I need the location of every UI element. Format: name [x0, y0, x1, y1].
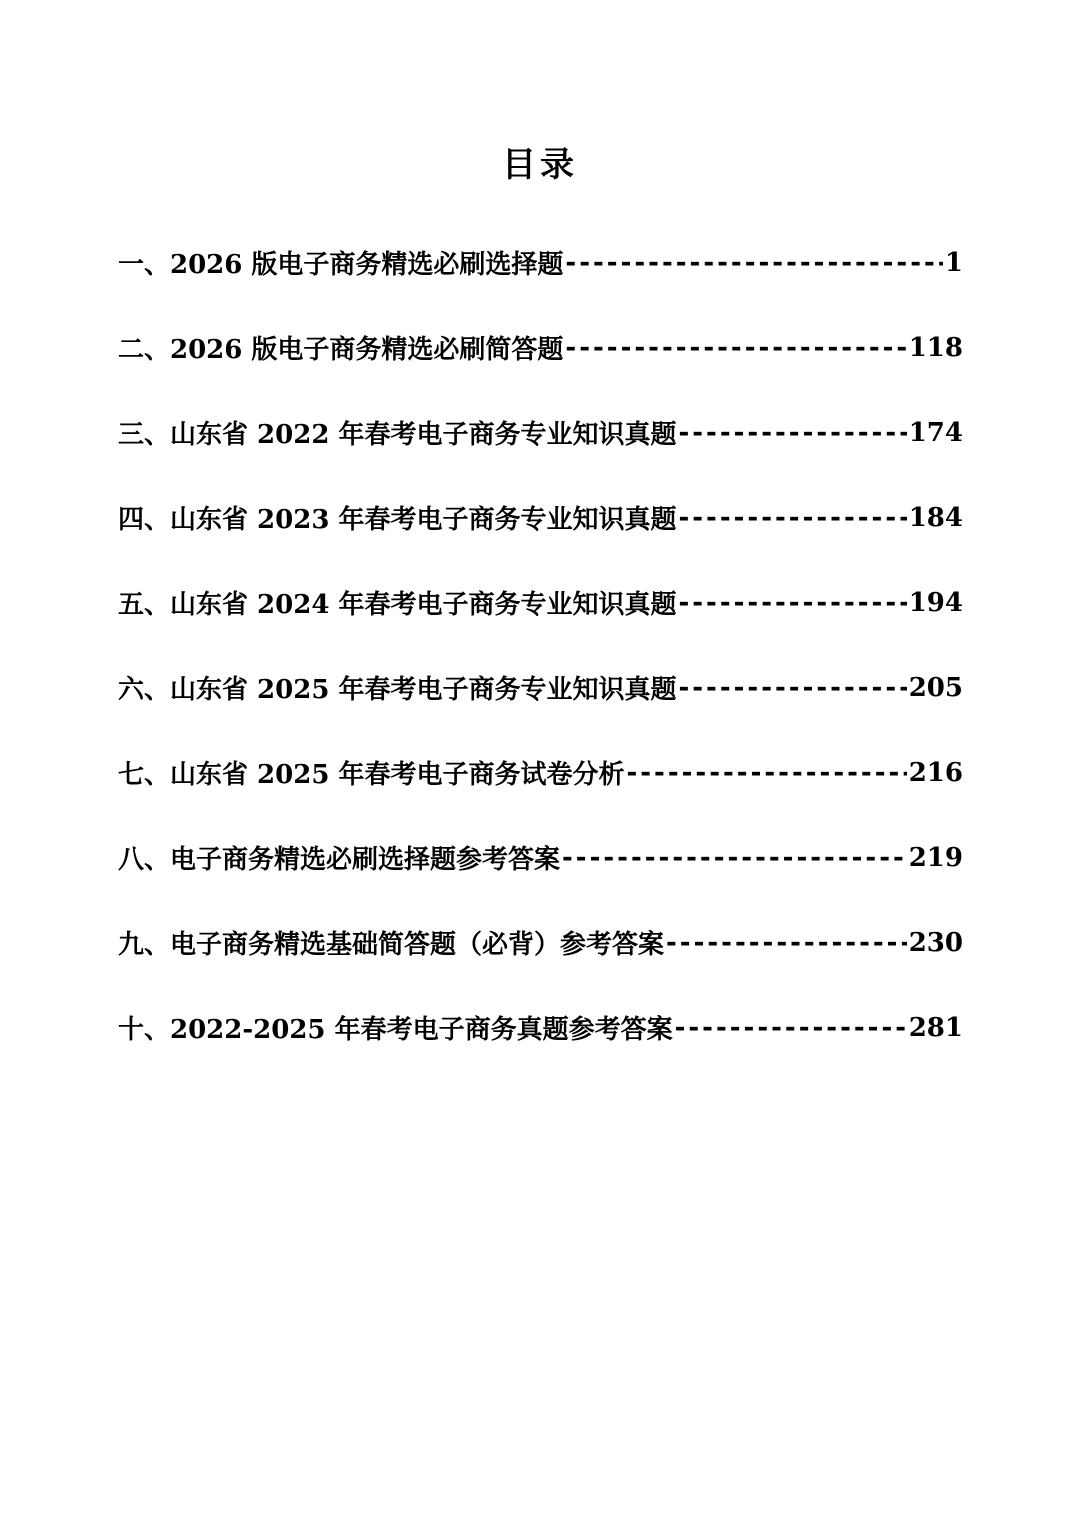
toc-leader [565, 333, 906, 363]
toc-entry-page: 174 [908, 417, 963, 448]
toc-entry-label: 一、2026 版电子商务精选必刷选择题 [118, 250, 564, 280]
toc-entry [118, 900, 963, 985]
toc-entry-label: 六、山东省 2025 年春考电子商务专业知识真题 [118, 675, 677, 705]
toc-entry [118, 475, 963, 560]
toc-leader [678, 418, 906, 448]
toc-leader [565, 248, 942, 278]
toc-entry [118, 560, 963, 645]
toc-entry-page: 194 [908, 587, 963, 618]
toc-leader [678, 673, 906, 703]
toc-entry-page: 230 [908, 927, 963, 958]
toc-entry-page: 1 [944, 247, 963, 278]
toc-entry-page: 205 [908, 672, 963, 703]
toc-entry [118, 815, 963, 900]
toc-leader [675, 1013, 907, 1043]
toc-entry-label: 七、山东省 2025 年春考电子商务试卷分析 [118, 760, 625, 790]
page-title: 目录 [502, 145, 578, 185]
toc-entry [118, 730, 963, 815]
toc-entry-label: 三、山东省 2022 年春考电子商务专业知识真题 [118, 420, 677, 450]
toc-entry [118, 220, 963, 305]
toc-entry-page: 281 [908, 1012, 963, 1043]
toc-entry [118, 985, 963, 1070]
toc-entry [118, 645, 963, 730]
toc-leader [678, 588, 906, 618]
toc-entry-label: 九、电子商务精选基础简答题（必背）参考答案 [118, 930, 665, 960]
toc-entry-label: 八、电子商务精选必刷选择题参考答案 [118, 845, 561, 875]
toc-entry [118, 390, 963, 475]
toc-entry [118, 305, 963, 390]
toc-entry-page: 118 [908, 332, 963, 363]
toc-entry-label: 二、2026 版电子商务精选必刷简答题 [118, 335, 564, 365]
toc-leader [626, 758, 906, 788]
toc-entry-label: 十、2022-2025 年春考电子商务真题参考答案 [118, 1015, 673, 1045]
toc-entry-page: 216 [908, 757, 963, 788]
toc-leader [562, 843, 907, 873]
toc-leader [666, 928, 907, 958]
toc-entry-page: 219 [908, 842, 963, 873]
toc-entry-page: 184 [908, 502, 963, 533]
toc-leader [678, 503, 906, 533]
toc-entry-label: 四、山东省 2023 年春考电子商务专业知识真题 [118, 505, 677, 535]
table-of-contents [118, 220, 963, 1070]
toc-entry-label: 五、山东省 2024 年春考电子商务专业知识真题 [118, 590, 677, 620]
